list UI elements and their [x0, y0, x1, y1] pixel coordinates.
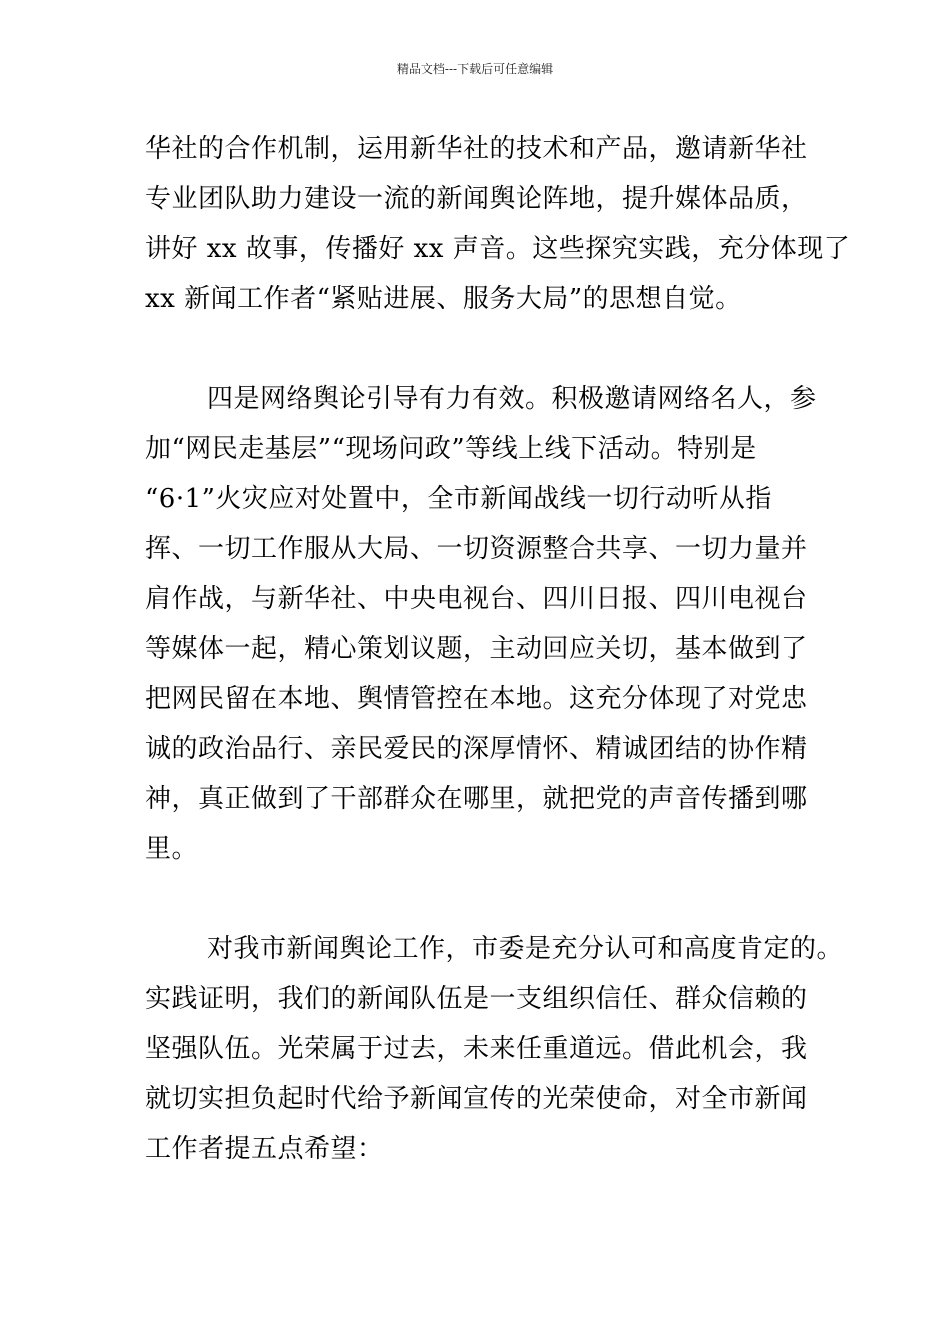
- text-line: 挥、一切工作服从大局、一切资源整合共享、一切力量并: [145, 534, 808, 564]
- paragraph-gap: [145, 324, 825, 374]
- page-header: 精品文档---下载后可任意编辑: [396, 62, 554, 76]
- paragraph-2: [145, 374, 825, 874]
- text-line: 讲好 xx 故事，传播好 xx 声音。这些探究实践，充分体现了: [145, 234, 851, 264]
- text-line: xx 新闻工作者“紧贴进展、服务大局”的思想自觉。: [145, 284, 742, 314]
- text-line: 华社的合作机制，运用新华社的技术和产品，邀请新华社: [145, 134, 808, 164]
- paragraph-gap: [145, 874, 825, 924]
- text-line: 神，真正做到了干部群众在哪里，就把党的声音传播到哪: [145, 784, 808, 814]
- text-line: 诚的政治品行、亲民爱民的深厚情怀、精诚团结的协作精: [145, 734, 808, 764]
- text-line: 工作者提五点希望：: [145, 1134, 384, 1164]
- document-body: [145, 124, 851, 1174]
- text-line: 把网民留在本地、舆情管控在本地。这充分体现了对党忠: [145, 684, 808, 714]
- text-line: 肩作战，与新华社、中央电视台、四川日报、四川电视台: [145, 584, 808, 614]
- text-line: 加“网民走基层”“现场问政”等线上线下活动。特别是: [145, 434, 757, 464]
- text-line: 四是网络舆论引导有力有效。积极邀请网络名人，参: [207, 384, 817, 414]
- text-line: 对我市新闻舆论工作，市委是充分认可和高度肯定的。: [207, 934, 844, 964]
- text-line: 坚强队伍。光荣属于过去，未来任重道远。借此机会，我: [145, 1034, 808, 1064]
- text-line: “6·1”火灾应对处置中，全市新闻战线一切行动听从指: [145, 484, 772, 514]
- text-line: 里。: [145, 834, 199, 864]
- text-line: 等媒体一起，精心策划议题，主动回应关切，基本做到了: [145, 634, 808, 664]
- text-line: 就切实担负起时代给予新闻宣传的光荣使命，对全市新闻: [145, 1084, 808, 1114]
- paragraph-3: [145, 924, 844, 1174]
- paragraph-1: [145, 124, 851, 324]
- text-line: 实践证明，我们的新闻队伍是一支组织信任、群众信赖的: [145, 984, 808, 1014]
- text-line: 专业团队助力建设一流的新闻舆论阵地，提升媒体品质，: [145, 184, 808, 214]
